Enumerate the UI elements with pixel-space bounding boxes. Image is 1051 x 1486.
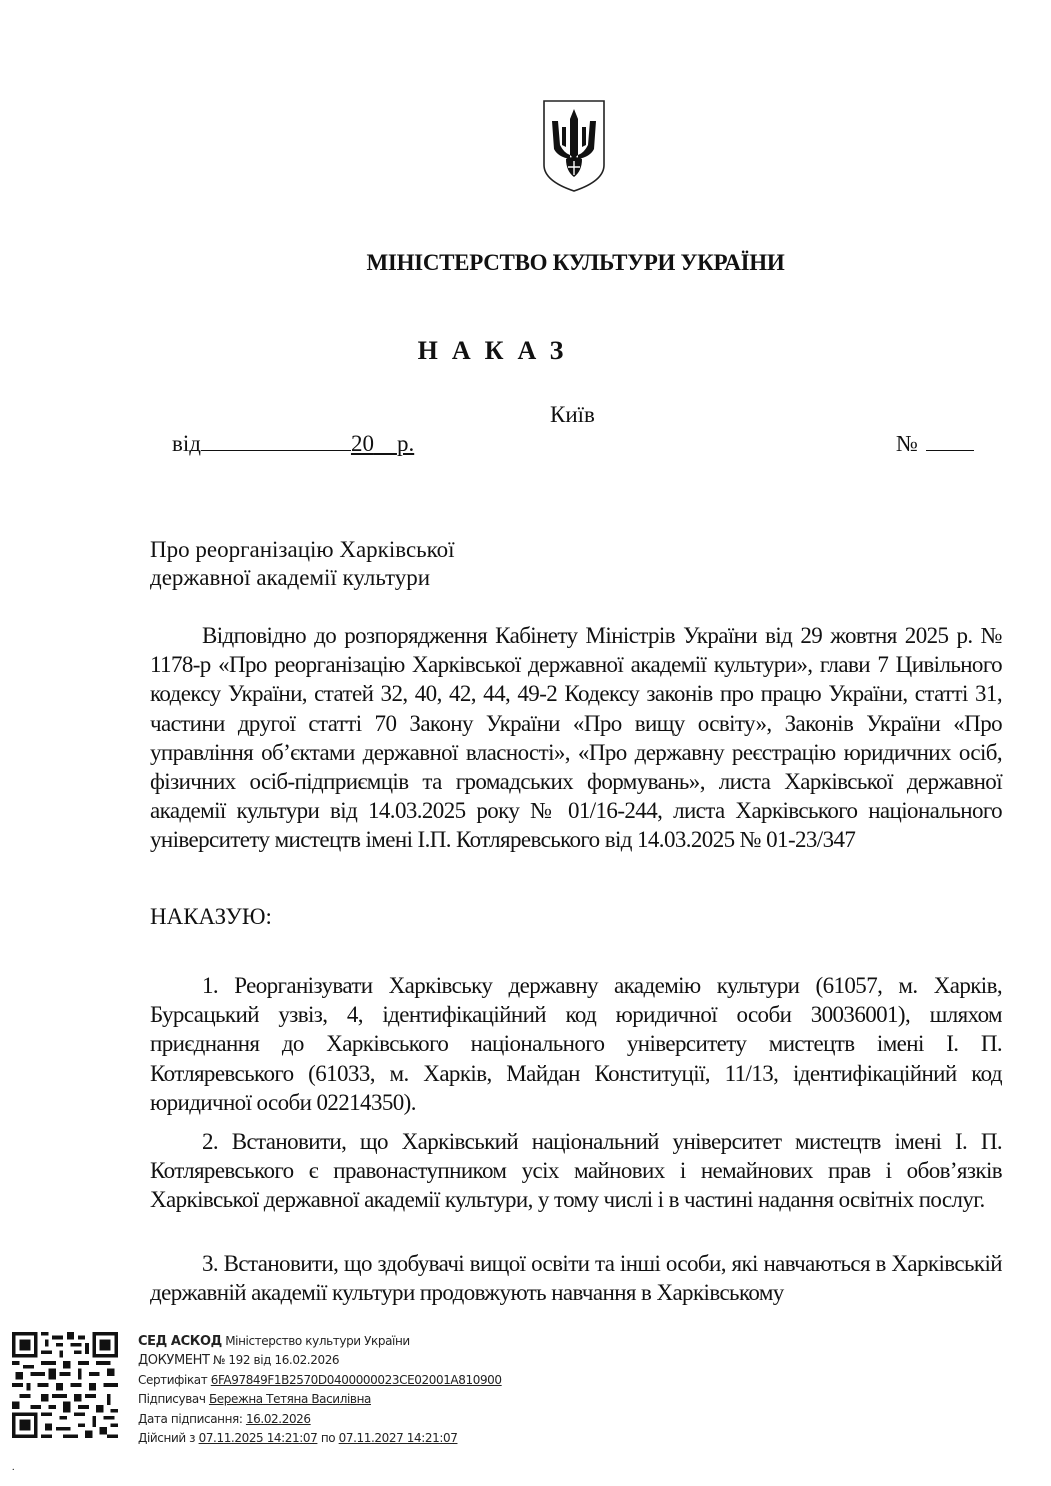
certificate-value: 6FA97849F1B2570D0400000023CE02001A810900 xyxy=(210,1372,502,1387)
number-label: № xyxy=(896,431,918,456)
date-line xyxy=(172,428,414,457)
subject xyxy=(150,536,455,592)
valid-from-value: 07.11.2025 14:21:07 xyxy=(198,1431,318,1446)
stamp-system-line: СЕД АСКОД Міністерство культури України xyxy=(138,1334,410,1349)
stamp-validity-line: Дійсний з 07.11.2025 14:21:07 по 07.11.2027 14:21:07 xyxy=(138,1431,458,1446)
stamp-certificate-line: Сертифікат 6FA97849F1B2570D0400000023CE02001A810900 xyxy=(138,1372,502,1387)
order-item-3: 3. Встановити, що здобувачі вищої освіти та інші особи, які навчаються в Харківській державній академії культури продовжують навчання в Харківському xyxy=(150,1251,1002,1306)
subject-line-1: Про реорганізацію Харківської xyxy=(150,537,455,562)
city: Київ xyxy=(550,402,595,427)
date-prefix: від xyxy=(172,431,201,456)
signer-value: Бережна Тетяна Василівна xyxy=(208,1392,371,1407)
stamp-signer-line: Підписувач Бережна Тетяна Василівна xyxy=(138,1392,371,1407)
subject-line-2: державної академії культури xyxy=(150,565,431,590)
sign-date-value: 16.02.2026 xyxy=(245,1411,311,1426)
ministry-title: МІНІСТЕРСТВО КУЛЬТУРИ УКРАЇНИ xyxy=(366,250,785,275)
stamp-sign-date-line: Дата підписання: 16.02.2026 xyxy=(138,1411,311,1426)
document-type-title: НАКАЗ xyxy=(417,336,578,365)
valid-to-value: 07.11.2027 14:21:07 xyxy=(338,1431,458,1446)
legal-basis-paragraph: Відповідно до розпорядження Кабінету Міністрів України від 29 жовтня 2025 р. № 1178-р «Про реорганізацію Харківської державної академії культури», глави 7 Цивільного кодексу України, статей 32, 40, 42, 44, 49-2 Кодексу законів про працю України, статті 31, частини другої статті 70 Закону України «Про вищу освіту», Законів України «Про управління об’єктами державної власності», «Про державну реєстрацію юридичних осіб, фізичних осіб-підприємців та громадських формувань», листа Харківської державної академії культури від 14.03.2025 року № 01/16-244, листа Харківського національного університету мистецтв імені І.П. Котляревського від 14.03.2025 № 01-23/347 xyxy=(150,623,1002,853)
number-blank xyxy=(926,428,974,451)
stamp-document-line: ДОКУМЕНТ № 192 від 16.02.2026 xyxy=(138,1353,340,1369)
qr-code-icon[interactable] xyxy=(12,1332,118,1438)
order-item-1: 1. Реорганізувати Харківську державну академію культури (61057, м. Харків, Бурсацький узвіз, 4, ідентифікаційний код юридичної особи 30036001), шляхом приєднання до Харківського національного університету мистецтв імені І. П. Котляревського (61033, м. Харків, Майдан Конституції, 11/13, ідентифікаційний код юридичної особи 02214350). xyxy=(150,973,1002,1115)
date-blank xyxy=(201,428,351,451)
coat-of-arms-icon xyxy=(540,97,608,193)
page-mark: . xyxy=(12,1462,15,1473)
electronic-signature-stamp xyxy=(138,1332,502,1448)
orders-label: НАКАЗУЮ: xyxy=(150,904,272,929)
order-item-2: 2. Встановити, що Харківський національний університет мистецтв імені І. П. Котляревського є правонаступником усіх майнових і немайнових прав і обов’язків Харківської державної академії культури, у тому числі і в частині надання освітніх послуг. xyxy=(150,1129,1002,1213)
number-line xyxy=(896,428,974,457)
date-year: 20 р. xyxy=(350,431,415,456)
